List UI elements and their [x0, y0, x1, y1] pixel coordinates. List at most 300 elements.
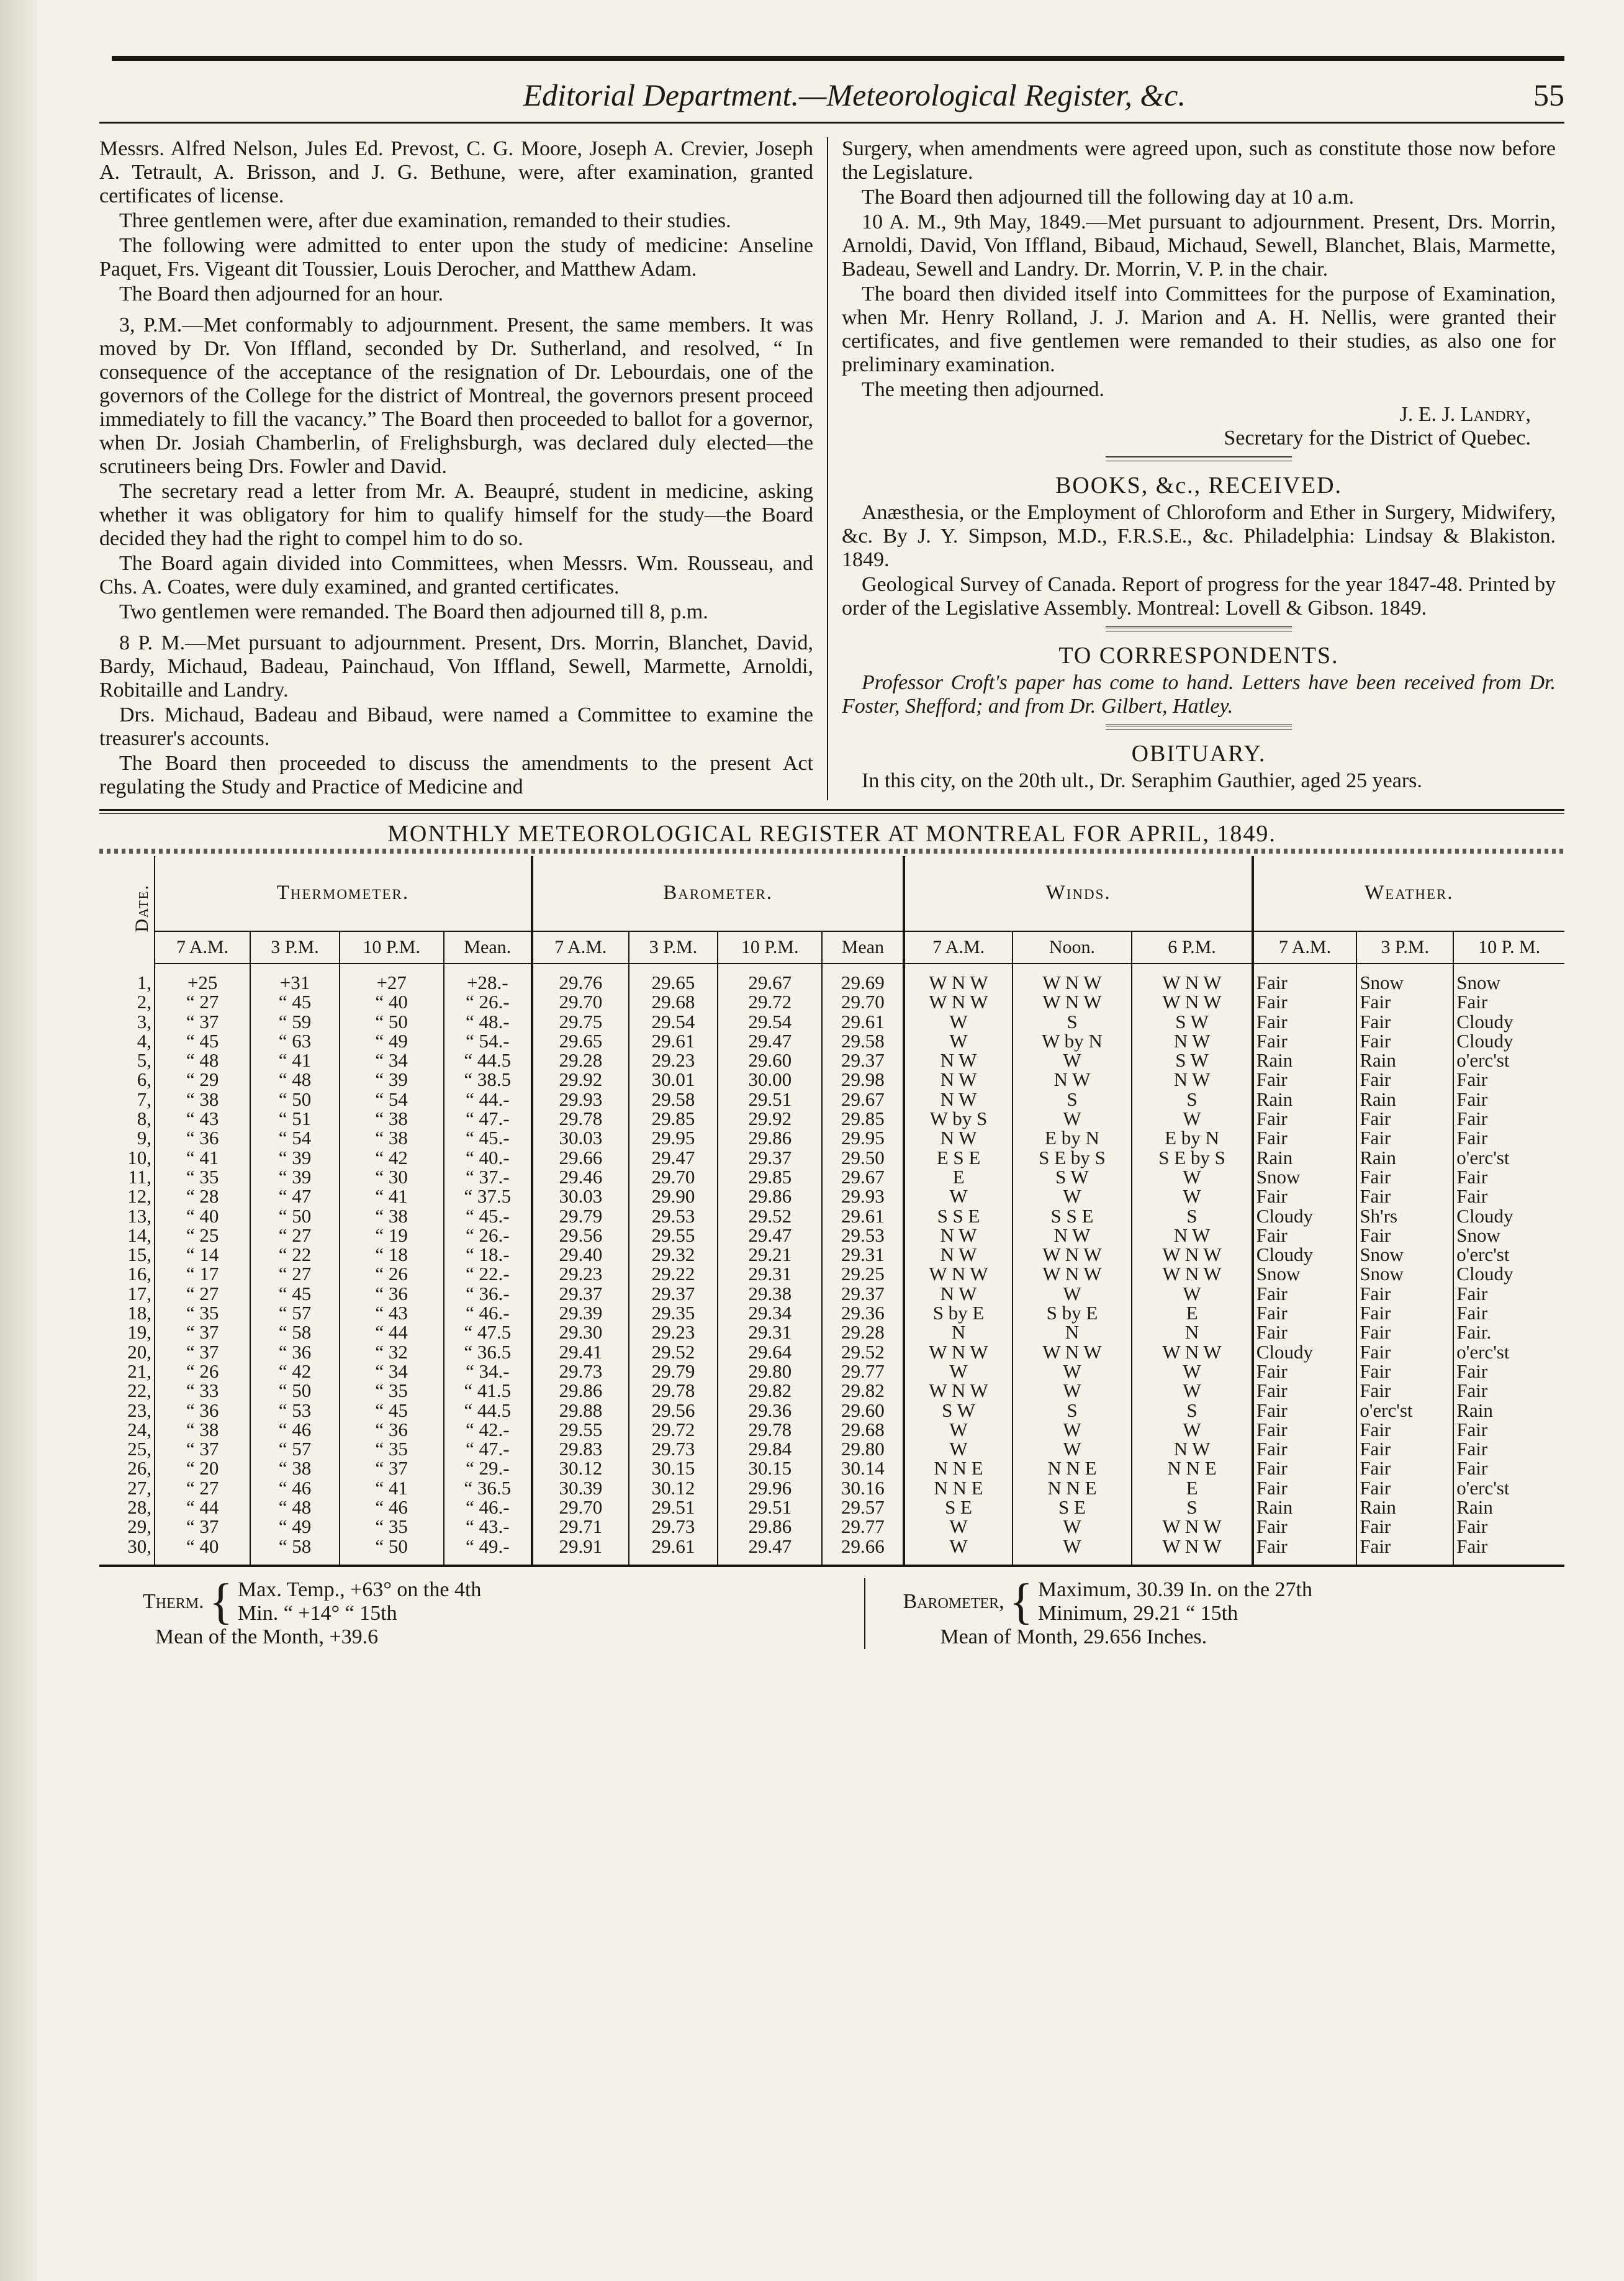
table-cell: Fair: [1253, 1401, 1357, 1420]
table-cell: “ 30: [340, 1167, 444, 1186]
table-cell: 26,: [127, 1457, 151, 1479]
table-cell: “ 54.-: [444, 1031, 532, 1050]
register-title: MONTHLY METEOROLOGICAL REGISTER AT MONTREAL FOR APRIL, 1849.: [387, 821, 1276, 847]
table-cell: Fair: [1453, 1284, 1564, 1303]
table-cell: 10,: [127, 1146, 151, 1168]
table-cell: W: [1013, 1362, 1132, 1381]
table-cell: 30.39: [532, 1478, 629, 1497]
table-cell: Snow: [1453, 1226, 1564, 1245]
signature-title: Secretary for the District of Quebec.: [1224, 427, 1531, 449]
table-cell: “ 50: [250, 1381, 339, 1400]
top-rule: [112, 56, 1564, 61]
book-entry: Anæsthesia, or the Employment of Chloroform and Ether in Surgery, Midwifery, &c. By J. Y. Simpson, M.D., F.R.S.E., &c. Philadelphia: Lindsay & Blakiston. 1849.: [842, 501, 1556, 571]
table-cell: 29.25: [822, 1264, 904, 1283]
table-bottom-rule: [99, 1565, 1564, 1567]
table-cell: 29.75: [532, 1012, 629, 1031]
table-cell: 27,: [127, 1476, 151, 1499]
table-cell: “ 36: [155, 1128, 250, 1147]
baro-mean: Mean of Month, 29.656 Inches.: [940, 1625, 1207, 1648]
winds-subheader: Noon.: [1013, 931, 1132, 964]
table-cell: 29.85: [822, 1109, 904, 1128]
table-cell: 29.65: [532, 1031, 629, 1050]
table-cell: S: [1013, 1090, 1132, 1109]
table-cell: S: [1013, 1012, 1132, 1031]
table-cell: 29.51: [718, 1090, 822, 1109]
table-cell: “ 38: [340, 1109, 444, 1128]
table-cell: W: [1132, 1284, 1252, 1303]
table-cell: 29.46: [532, 1167, 629, 1186]
table-row: [99, 1439, 1564, 1458]
table-cell: W: [1132, 1420, 1252, 1439]
table-cell: 29.61: [629, 1031, 718, 1050]
table-cell: +27: [340, 964, 444, 992]
table-cell: 25,: [127, 1438, 151, 1460]
table-cell: N W: [1013, 1226, 1132, 1245]
table-cell: +31: [250, 964, 339, 992]
barometer-subheader: Mean: [822, 931, 904, 964]
table-row: [99, 1401, 1564, 1420]
table-cell: “ 19: [340, 1226, 444, 1245]
paragraph: Three gentlemen were, after due examination, remanded to their studies.: [119, 209, 731, 232]
table-cell: Fair: [1356, 1128, 1453, 1147]
table-cell: 29.41: [532, 1342, 629, 1362]
table-cell: 29.35: [629, 1303, 718, 1322]
table-cell: 29.98: [822, 1070, 904, 1089]
date-header: Date.: [131, 883, 152, 933]
table-cell: S S E: [1013, 1206, 1132, 1226]
table-cell: 28,: [127, 1496, 151, 1519]
table-cell: 29.82: [822, 1381, 904, 1400]
table-cell: W: [904, 1012, 1012, 1031]
table-cell: 29.39: [532, 1303, 629, 1322]
table-cell: W: [1013, 1439, 1132, 1458]
table-cell: “ 54: [250, 1128, 339, 1147]
section-rule: [1106, 626, 1292, 631]
table-cell: “ 37: [155, 1012, 250, 1031]
table-cell: Rain: [1356, 1497, 1453, 1517]
book-entry: Geological Survey of Canada. Report of progress for the year 1847-48. Printed by order of the Legislative Assembly. Montreal: Lovell & Gibson. 1849.: [842, 573, 1556, 620]
table-cell: S S E: [904, 1206, 1012, 1226]
baro-label: Barometer,: [903, 1589, 1004, 1613]
barometer-subheader: 3 P.M.: [629, 931, 718, 964]
table-cell: “ 28: [155, 1186, 250, 1206]
table-row: [99, 992, 1564, 1011]
table-cell: S W: [904, 1401, 1012, 1420]
table-cell: N W: [904, 1245, 1012, 1264]
table-cell: 29.65: [629, 964, 718, 992]
table-cell: “ 43: [155, 1109, 250, 1128]
table-cell: 29.77: [822, 1362, 904, 1381]
table-cell: 30.15: [629, 1458, 718, 1478]
table-cell: 15,: [127, 1244, 151, 1266]
table-cell: Cloudy: [1253, 1245, 1357, 1264]
table-cell: Fair: [1356, 1226, 1453, 1245]
table-cell: 29.55: [532, 1420, 629, 1439]
table-cell: 29.23: [629, 1322, 718, 1342]
table-cell: Fair: [1253, 1458, 1357, 1478]
table-cell: Cloudy: [1453, 1206, 1564, 1226]
table-cell: 29.78: [532, 1109, 629, 1128]
table-cell: 29.50: [822, 1148, 904, 1167]
table-cell: 29.32: [629, 1245, 718, 1264]
table-cell: Fair: [1253, 1070, 1357, 1089]
scan-margin: [0, 0, 37, 2281]
table-cell: Snow: [1253, 1264, 1357, 1283]
table-cell: “ 53: [250, 1401, 339, 1420]
table-cell: Fair: [1356, 1284, 1453, 1303]
table-cell: “ 49: [250, 1517, 339, 1536]
table-cell: Snow: [1253, 1167, 1357, 1186]
table-row: [99, 1090, 1564, 1109]
table-cell: +28.-: [444, 964, 532, 992]
table-cell: 29.70: [629, 1167, 718, 1186]
obituary-heading: OBITUARY.: [1131, 741, 1266, 767]
table-cell: 8,: [137, 1108, 151, 1130]
correspondents-note: Professor Croft's paper has come to hand. Letters have been received from Dr. Foster, Shefford; and from Dr. Gilbert, Hatley.: [842, 671, 1556, 718]
table-cell: S E by S: [1132, 1148, 1252, 1167]
table-cell: N W: [904, 1050, 1012, 1070]
table-cell: 29.85: [629, 1109, 718, 1128]
table-cell: 1,: [137, 971, 151, 993]
table-cell: 30.14: [822, 1458, 904, 1478]
table-cell: Fair: [1253, 1031, 1357, 1050]
table-cell: 6,: [137, 1068, 151, 1091]
brace: {: [1009, 1574, 1034, 1629]
table-cell: 29.93: [532, 1090, 629, 1109]
table-cell: “ 63: [250, 1031, 339, 1050]
table-cell: “ 27: [250, 1264, 339, 1283]
table-cell: W N W: [1132, 992, 1252, 1011]
table-cell: Fair: [1253, 1322, 1357, 1342]
table-cell: “ 46: [340, 1497, 444, 1517]
table-row: [99, 1381, 1564, 1400]
running-header: [99, 77, 1564, 124]
table-cell: “ 37.-: [444, 1167, 532, 1186]
table-cell: 30.16: [822, 1478, 904, 1497]
table-row: [99, 1031, 1564, 1050]
table-cell: N W: [1132, 1439, 1252, 1458]
table-cell: 29.56: [629, 1401, 718, 1420]
table-cell: 29.79: [532, 1206, 629, 1226]
thermometer-header: Thermometer.: [155, 856, 532, 931]
table-cell: 11,: [128, 1165, 151, 1188]
table-cell: 29.66: [822, 1537, 904, 1565]
table-cell: 29.36: [718, 1401, 822, 1420]
table-cell: E by N: [1013, 1128, 1132, 1147]
table-cell: 29.76: [532, 964, 629, 992]
barometer-subheader: 7 A.M.: [532, 931, 629, 964]
table-cell: Fair: [1453, 1090, 1564, 1109]
table-cell: “ 18.-: [444, 1245, 532, 1264]
table-cell: “ 27: [155, 992, 250, 1011]
table-cell: 29.70: [532, 992, 629, 1011]
table-cell: W N W: [904, 1264, 1012, 1283]
table-cell: 29.53: [822, 1226, 904, 1245]
table-cell: S by E: [904, 1303, 1012, 1322]
table-cell: W: [1132, 1362, 1252, 1381]
table-cell: 19,: [127, 1321, 151, 1344]
table-cell: Fair: [1356, 1537, 1453, 1565]
table-cell: “ 45: [250, 1284, 339, 1303]
table-cell: Fair: [1453, 1186, 1564, 1206]
table-cell: N W: [904, 1128, 1012, 1147]
table-row: [99, 1537, 1564, 1565]
therm-label: Therm.: [143, 1589, 204, 1613]
table-cell: Snow: [1453, 964, 1564, 992]
table-cell: “ 18: [340, 1245, 444, 1264]
table-cell: Fair: [1253, 1012, 1357, 1031]
table-cell: W: [904, 1031, 1012, 1050]
table-cell: 5,: [137, 1049, 151, 1072]
table-cell: 23,: [127, 1399, 151, 1421]
table-cell: 29.37: [718, 1148, 822, 1167]
table-cell: 29.85: [718, 1167, 822, 1186]
table-cell: 29.54: [718, 1012, 822, 1031]
table-cell: W: [904, 1517, 1012, 1536]
table-cell: “ 46.-: [444, 1303, 532, 1322]
table-cell: “ 36.-: [444, 1284, 532, 1303]
table-row: [99, 964, 1564, 992]
table-cell: “ 54: [340, 1090, 444, 1109]
barometer-subheader: 10 P.M.: [718, 931, 822, 964]
table-row: [99, 1070, 1564, 1089]
table-cell: “ 49.-: [444, 1537, 532, 1565]
table-row: [99, 1303, 1564, 1322]
table-cell: E: [1132, 1303, 1252, 1322]
table-cell: 29.78: [629, 1381, 718, 1400]
correspondents-heading: TO CORRESPONDENTS.: [1058, 643, 1339, 669]
table-cell: S: [1132, 1090, 1252, 1109]
table-cell: Fair: [1356, 992, 1453, 1011]
table-cell: o'erc'st: [1453, 1342, 1564, 1362]
winds-header: Winds.: [904, 856, 1252, 931]
table-cell: S E by S: [1013, 1148, 1132, 1167]
barometer-summary: [864, 1574, 1564, 1649]
table-cell: Fair: [1356, 1012, 1453, 1031]
table-cell: 9,: [137, 1127, 151, 1149]
table-cell: W N W: [904, 964, 1012, 992]
table-cell: N W: [904, 1284, 1012, 1303]
table-cell: “ 38: [155, 1090, 250, 1109]
table-cell: 20,: [127, 1340, 151, 1363]
table-cell: Fair: [1356, 1031, 1453, 1050]
meteorological-table: [99, 856, 1564, 1565]
paragraph: Two gentlemen were remanded. The Board then adjourned till 8, p.m.: [119, 600, 708, 623]
table-cell: 29.66: [532, 1148, 629, 1167]
table-cell: 29.69: [822, 964, 904, 992]
table-cell: Fair: [1253, 1478, 1357, 1497]
table-cell: 30.12: [532, 1458, 629, 1478]
table-cell: 29.91: [532, 1537, 629, 1565]
table-cell: “ 50: [250, 1090, 339, 1109]
table-cell: Fair: [1356, 1186, 1453, 1206]
table-row: [99, 1050, 1564, 1070]
table-cell: Fair: [1453, 1128, 1564, 1147]
table-row: [99, 1342, 1564, 1362]
table-cell: 29.92: [532, 1070, 629, 1089]
table-cell: o'erc'st: [1453, 1478, 1564, 1497]
table-cell: N W: [904, 1090, 1012, 1109]
table-cell: Fair: [1253, 1186, 1357, 1206]
table-cell: 29.60: [718, 1050, 822, 1070]
table-cell: 29.47: [718, 1226, 822, 1245]
table-cell: W N W: [1013, 1245, 1132, 1264]
table-cell: Fair: [1453, 1070, 1564, 1089]
weather-subheader: 10 P. M.: [1453, 931, 1564, 964]
table-cell: “ 59: [250, 1012, 339, 1031]
table-cell: “ 50: [340, 1012, 444, 1031]
table-cell: “ 45: [155, 1031, 250, 1050]
table-cell: Cloudy: [1453, 1012, 1564, 1031]
table-cell: 29.68: [822, 1420, 904, 1439]
table-cell: N W: [1013, 1070, 1132, 1089]
paragraph: The Board again divided into Committees, when Messrs. Wm. Rousseau, and Chs. A. Coates, were duly examined, and granted certificates.: [99, 552, 813, 598]
table-cell: 30,: [127, 1535, 151, 1557]
table-cell: “ 41.5: [444, 1381, 532, 1400]
weather-subheader: 3 P.M.: [1356, 931, 1453, 964]
table-row: [99, 1420, 1564, 1439]
table-cell: “ 36: [155, 1401, 250, 1420]
table-cell: “ 44: [155, 1497, 250, 1517]
table-cell: “ 38: [250, 1458, 339, 1478]
table-row: [99, 1226, 1564, 1245]
table-cell: 29.28: [532, 1050, 629, 1070]
table-cell: “ 36: [340, 1284, 444, 1303]
table-row: [99, 1245, 1564, 1264]
table-cell: 29.51: [629, 1497, 718, 1517]
table-cell: Cloudy: [1253, 1342, 1357, 1362]
table-cell: Fair: [1253, 1226, 1357, 1245]
wavy-rule: [99, 849, 1564, 854]
table-cell: 29.64: [718, 1342, 822, 1362]
table-cell: Rain: [1253, 1148, 1357, 1167]
table-cell: Cloudy: [1453, 1264, 1564, 1283]
table-cell: “ 36: [340, 1420, 444, 1439]
table-cell: Fair: [1356, 1303, 1453, 1322]
table-cell: “ 20: [155, 1458, 250, 1478]
table-cell: W N W: [1132, 1537, 1252, 1565]
table-cell: “ 35: [155, 1303, 250, 1322]
table-cell: 29.78: [718, 1420, 822, 1439]
table-cell: Fair: [1356, 1070, 1453, 1089]
table-cell: Fair: [1253, 1303, 1357, 1322]
table-cell: “ 33: [155, 1381, 250, 1400]
table-cell: Fair: [1453, 992, 1564, 1011]
table-cell: 29.68: [629, 992, 718, 1011]
table-cell: Fair: [1253, 1128, 1357, 1147]
table-cell: W N W: [1132, 1517, 1252, 1536]
table-cell: “ 40.-: [444, 1148, 532, 1167]
table-cell: W N W: [1013, 1264, 1132, 1283]
table-cell: 29.38: [718, 1284, 822, 1303]
table-cell: 30.00: [718, 1070, 822, 1089]
weather-subheader: 7 A.M.: [1253, 931, 1357, 964]
table-cell: Snow: [1356, 964, 1453, 992]
table-cell: 30.01: [629, 1070, 718, 1089]
table-cell: “ 35: [340, 1517, 444, 1536]
table-cell: W: [1013, 1284, 1132, 1303]
table-cell: Fair: [1356, 1517, 1453, 1536]
table-cell: 17,: [127, 1282, 151, 1304]
table-row: [99, 1362, 1564, 1381]
table-cell: “ 50: [250, 1206, 339, 1226]
table-cell: “ 27: [155, 1284, 250, 1303]
table-cell: Fair: [1356, 1322, 1453, 1342]
table-cell: o'erc'st: [1453, 1245, 1564, 1264]
table-cell: “ 37: [155, 1517, 250, 1536]
table-cell: W: [1013, 1381, 1132, 1400]
table-cell: “ 43.-: [444, 1517, 532, 1536]
table-cell: 29.61: [629, 1537, 718, 1565]
therm-max: Max. Temp., +63° on the 4th: [238, 1578, 482, 1601]
table-cell: 29.47: [718, 1031, 822, 1050]
thermometer-subheader: 10 P.M.: [340, 931, 444, 964]
table-cell: W: [1013, 1517, 1132, 1536]
table-cell: “ 46.-: [444, 1497, 532, 1517]
table-cell: “ 48: [155, 1050, 250, 1070]
table-cell: 29.51: [718, 1497, 822, 1517]
table-cell: N: [904, 1322, 1012, 1342]
table-cell: N W: [904, 1226, 1012, 1245]
table-cell: Fair: [1453, 1303, 1564, 1322]
table-cell: Fair: [1356, 1109, 1453, 1128]
table-row: [99, 1284, 1564, 1303]
table-cell: Rain: [1453, 1401, 1564, 1420]
table-cell: 29.83: [532, 1439, 629, 1458]
table-cell: W N W: [1013, 992, 1132, 1011]
table-cell: “ 44: [340, 1322, 444, 1342]
table-cell: “ 32: [340, 1342, 444, 1362]
table-cell: W: [904, 1362, 1012, 1381]
table-cell: Fair: [1356, 1420, 1453, 1439]
table-cell: Fair: [1356, 1458, 1453, 1478]
table-cell: “ 42.-: [444, 1420, 532, 1439]
table-cell: “ 58: [250, 1537, 339, 1565]
table-cell: Fair: [1356, 1342, 1453, 1362]
table-cell: “ 22.-: [444, 1264, 532, 1283]
table-cell: “ 39: [340, 1070, 444, 1089]
table-cell: 29.80: [822, 1439, 904, 1458]
table-cell: 29.95: [629, 1128, 718, 1147]
table-cell: “ 38.5: [444, 1070, 532, 1089]
table-cell: “ 29.-: [444, 1458, 532, 1478]
table-cell: “ 45.-: [444, 1206, 532, 1226]
books-heading: BOOKS, &c., RECEIVED.: [1055, 472, 1343, 499]
table-cell: W: [904, 1420, 1012, 1439]
table-cell: Fair: [1356, 1362, 1453, 1381]
paragraph: The meeting then adjourned.: [862, 378, 1104, 401]
table-cell: W: [1013, 1050, 1132, 1070]
table-cell: 29.55: [629, 1226, 718, 1245]
table-cell: Fair: [1453, 1517, 1564, 1536]
table-cell: 29.92: [718, 1109, 822, 1128]
table-row: [99, 1497, 1564, 1517]
table-cell: 29.72: [718, 992, 822, 1011]
table-cell: Fair: [1356, 1167, 1453, 1186]
table-cell: Fair: [1253, 1109, 1357, 1128]
table-cell: “ 49: [340, 1031, 444, 1050]
table-cell: “ 26.-: [444, 992, 532, 1011]
table-cell: 29.58: [822, 1031, 904, 1050]
table-row: [99, 1458, 1564, 1478]
table-cell: 16,: [127, 1263, 151, 1285]
table-top-rule: [99, 809, 1564, 814]
table-cell: 29.23: [532, 1264, 629, 1283]
table-cell: 29.37: [822, 1284, 904, 1303]
table-cell: “ 25: [155, 1226, 250, 1245]
table-cell: “ 37: [155, 1439, 250, 1458]
table-cell: N: [1013, 1322, 1132, 1342]
